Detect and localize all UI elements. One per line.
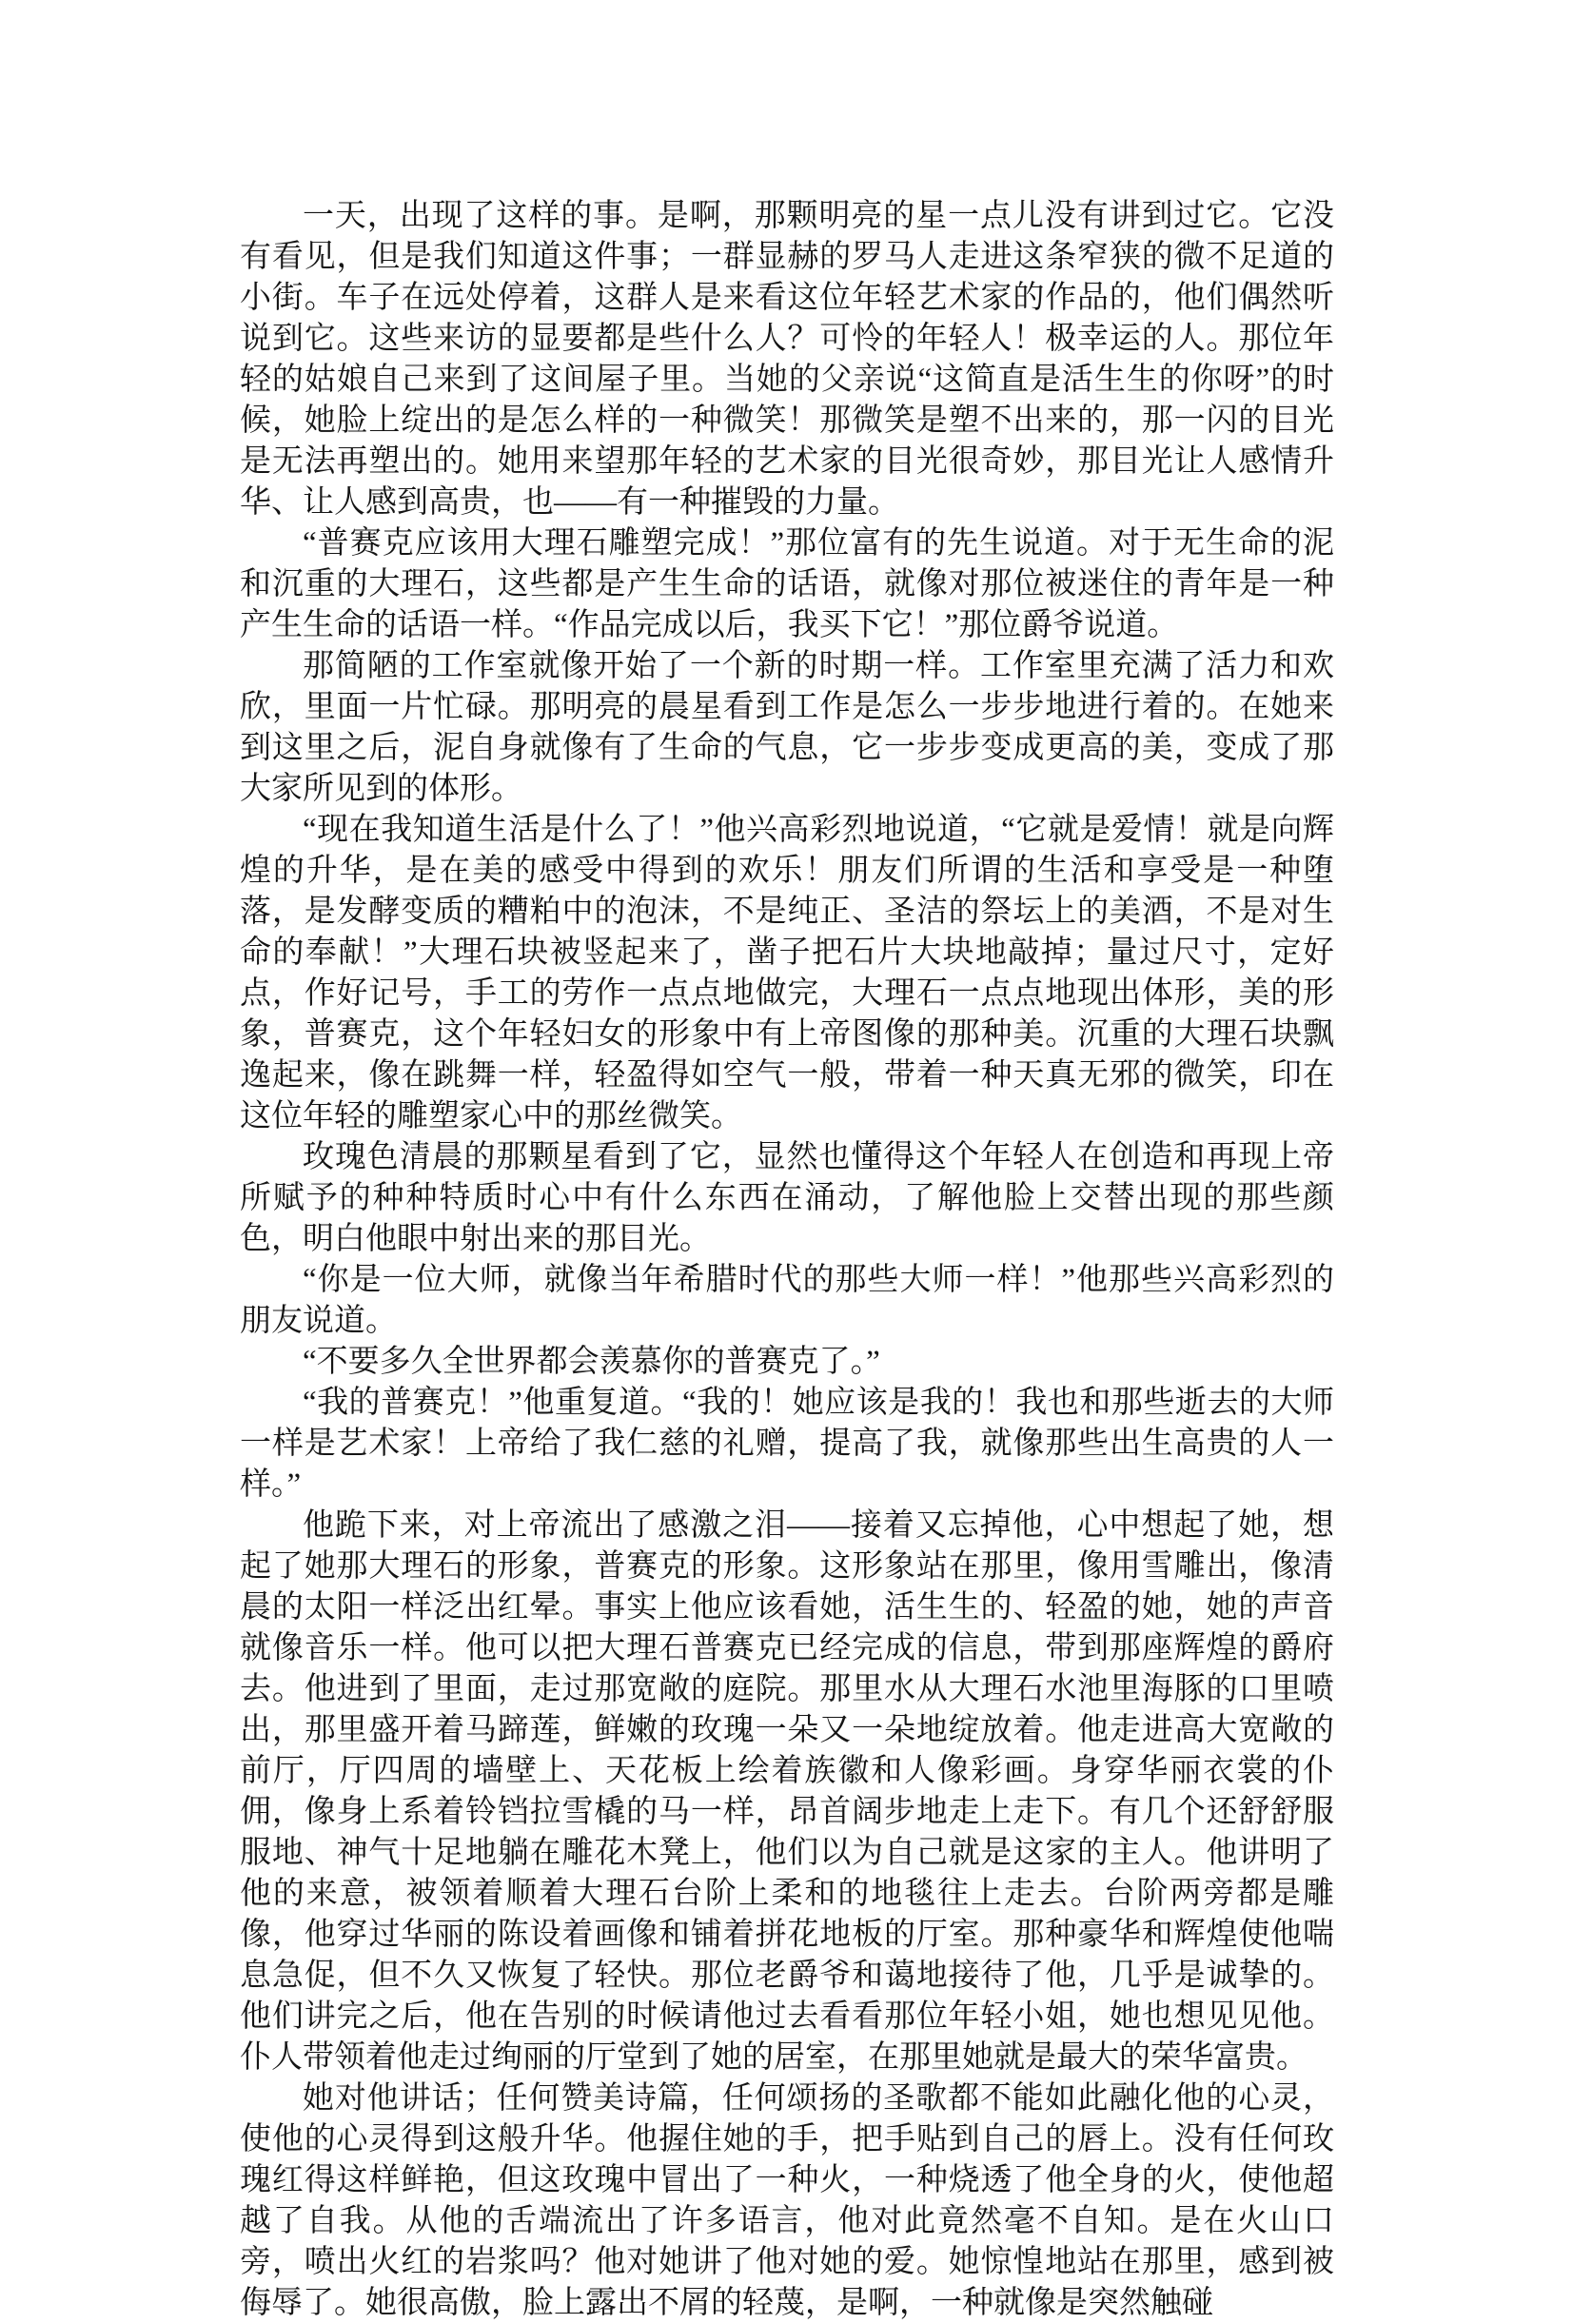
paragraph: “你是一位大师，就像当年希腊时代的那些大师一样！”他那些兴高彩烈的朋友说道。: [240, 1263, 1334, 1338]
paragraph: “现在我知道生活是什么了！”他兴高彩烈地说道，“它就是爱情！就是向辉煌的升华，是在美的感受中得到的欢乐！朋友们所谓的生活和享受是一种堕落，是发酵变质的糟粕中的泡沫，不是纯正、圣洁的祭坛上的美酒，不是对生命的奉献！”大理石块被竖起来了，凿子把石片大块地敲掉；量过尺寸，定好点，作好记号，手工的劳作一点点地做完，大理石一点点地现出体形，美的形象，普赛克，这个年轻妇女的形象中有上帝图像的那种美。沉重的大理石块飘逸起来，像在跳舞一样，轻盈得如空气一般，带着一种天真无邪的微笑，印在这位年轻的雕塑家心中的那丝微笑。: [240, 813, 1334, 1133]
paragraph: “普赛克应该用大理石雕塑完成！”那位富有的先生说道。对于无生命的泥和沉重的大理石，这些都是产生生命的话语，就像对那位被迷住的青年是一种产生生命的话语一样。“作品完成以后，我买下它！”那位爵爷说道。: [240, 526, 1334, 642]
text-block: [240, 196, 1334, 2324]
paragraph: “我的普赛克！”他重复道。“我的！她应该是我的！我也和那些逝去的大师一样是艺术家！上帝给了我仁慈的礼赠，提高了我，就像那些出生高贵的人一样。”: [240, 1386, 1334, 1502]
paragraph: 玫瑰色清晨的那颗星看到了它，显然也懂得这个年轻人在创造和再现上帝所赋予的种种特质时心中有什么东西在涌动，了解他脸上交替出现的那些颜色，明白他眼中射出来的那目光。: [240, 1140, 1334, 1256]
paragraph: “不要多久全世界都会羡慕你的普赛克了。”: [303, 1345, 880, 1379]
paragraph: 那简陋的工作室就像开始了一个新的时期一样。工作室里充满了活力和欢欣，里面一片忙碌。那明亮的晨星看到工作是怎么一步步地进行着的。在她来到这里之后，泥自身就像有了生命的气息，它一步步变成更高的美，变成了那大家所见到的体形。: [240, 649, 1334, 806]
paragraph: 一天，出现了这样的事。是啊，那颗明亮的星一点儿没有讲到过它。它没有看见，但是我们知道这件事；一群显赫的罗马人走进这条窄狭的微不足道的小街。车子在远处停着，这群人是来看这位年轻艺术家的作品的，他们偶然听说到它。这些来访的显要都是些什么人？可怜的年轻人！极幸运的人。那位年轻的姑娘自己来到了这间屋子里。当她的父亲说“这简直是活生生的你呀”的时候，她脸上绽出的是怎么样的一种微笑！那微笑是塑不出来的，那一闪的目光是无法再塑出的。她用来望那年轻的艺术家的目光很奇妙，那目光让人感情升华、让人感到高贵，也——有一种摧毁的力量。: [240, 199, 1334, 520]
paragraph: 他跪下来，对上帝流出了感激之泪——接着又忘掉他，心中想起了她，想起了她那大理石的形象，普赛克的形象。这形象站在那里，像用雪雕出，像清晨的太阳一样泛出红晕。事实上他应该看她，活生生的、轻盈的她，她的声音就像音乐一样。他可以把大理石普赛克已经完成的信息，带到那座辉煌的爵府去。他进到了里面，走过那宽敞的庭院。那里水从大理石水池里海豚的口里喷出，那里盛开着马蹄莲，鲜嫩的玫瑰一朵又一朵地绽放着。他走进高大宽敞的前厅，厅四周的墙壁上、天花板上绘着族徽和人像彩画。身穿华丽衣裳的仆佣，像身上系着铃铛拉雪橇的马一样，昂首阔步地走上走下。有几个还舒舒服服地、神气十足地躺在雕花木凳上，他们以为自己就是这家的主人。他讲明了他的来意，被领着顺着大理石台阶上柔和的地毯往上走去。台阶两旁都是雕像，他穿过华丽的陈设着画像和铺着拼花地板的厅室。那种豪华和辉煌使他喘息急促，但不久又恢复了轻快。那位老爵爷和蔼地接待了他，几乎是诚挚的。他们讲完之后，他在告别的时候请他过去看看那位年轻小姐，她也想见见他。仆人带领着他走过绚丽的厅堂到了她的居室，在那里她就是最大的荣华富贵。: [240, 1508, 1334, 2075]
paragraph: 她对他讲话；任何赞美诗篇，任何颂扬的圣歌都不能如此融化他的心灵，使他的心灵得到这般升华。他握住她的手，把手贴到自己的唇上。没有任何玫瑰红得这样鲜艳，但这玫瑰中冒出了一种火，一种烧透了他全身的火，使他超越了自我。从他的舌端流出了许多语言，他对此竟然毫不自知。是在火山口旁，喷出火红的岩浆吗？他对她讲了他对她的爱。她惊惶地站在那里，感到被侮辱了。她很高傲，脸上露出不屑的轻蔑，是啊，一种就像是突然触碰: [240, 2081, 1334, 2320]
